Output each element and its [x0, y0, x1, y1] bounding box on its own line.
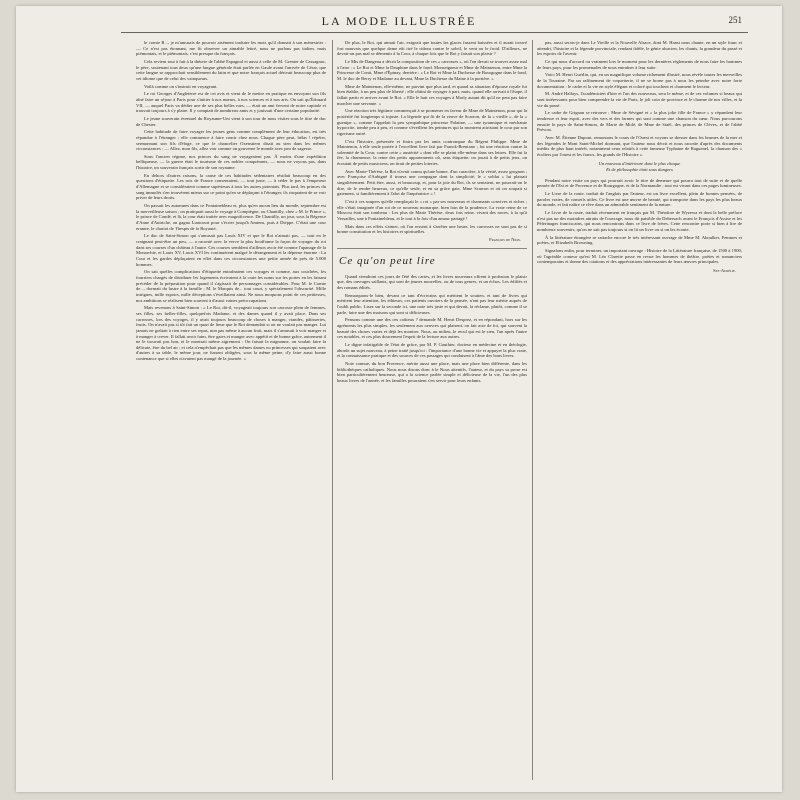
paragraph: Cette habitude de faire voyager les jeunes gens comme complément de leur éducation, est très répandue à l'étranger ; elle commence à faire courir chez nous. Chaque père peut, hélas ! répéter, sermonnant son fils d'éloge, ce que le chancelier Oxenstiern disait au sien dans les mêmes circonstances : — Allez, mon fils, allez voir comme on gouverne le monde avec peu de sagesse.	[136, 129, 326, 152]
paragraph: On passait les automnes dans ce Fontainebleau et, plus qu'en aucun lieu du monde, septembre est la merveilleuse saison ; on pratiquait aussi le voyage à Compiègne, ou Chantilly, chez « M. le Prince », le prince de Condé, et là, la cour était traitée avec magnificence. De Chantilly, un jour, sous la Régence d'Anne d'Autriche, on gagna Liancourt pour s'écrier jusqu'à Amiens, puis à Dieppe. C'était une cour errante, le chariot de Thespis de la Royauté.	[136, 203, 326, 231]
text-columns	[136, 40, 752, 780]
paragraph: En dehors d'autres raisons, la cause de ces habitudes sédentaires résidait beaucoup en des questions d'étiquette. Les rois de France consentaient, — tout juste, — à céder le pas à l'empereur d'Allemagne et se considéraient comme supérieurs à tous les autres potentats. Plus tard, les princes du sang immolés s'en trouvèrent mieux sur ce point qu'en se déplaçant à l'étranger, ils risquaient de se voir priver de leurs droits.	[136, 172, 326, 201]
paragraph: Remarquons-le bien, devant ce tant d'écrivains qui méritent le soutien, et tant de livres qui méritent leur attention, les éditeurs, ces patients ouvriers de la pensée, n'ont pas leur mérite auprès de l'oubli public. Lisez sur la seconde ici, une note très juste et qui devait, la réclame, plutôt, comme il se parle, faire une des maisons qui sont si délicieuses.	[337, 292, 527, 315]
verse-line: Et de philosophie était sous dangers	[606, 167, 673, 173]
column-3	[537, 40, 742, 780]
paragraph: C'est l'histoire, présentée et finira par les amis contrompue du Régent Philippe. Mme de Maintenon, à elle seule portée à l'excellent livre fait par Franck-Brentano ; fut une réaction contre la solennité de la Cour, contre cette « austérité » dont elle se plaint elle-même dans ses lettres. Elle fut la fée, la charmeuse, la reine des petits appartements où, sans étiquette, on jouait à de petits jeux, on écoutait de petits musiciens, on tirait de petites loteries.	[337, 138, 527, 167]
paragraph: Voilà comme on s'instruit en voyageant.	[144, 83, 218, 89]
paragraph: Mais dans ces effets s'aimer, où l'on ressent à s'arrêter une heure, les carrosses ne sont pas de si bonne constitution et les histoires et spirituelles.	[337, 223, 527, 235]
article-divider	[337, 248, 527, 249]
column-2	[337, 40, 527, 780]
paragraph: Le roi Georges d'Angleterre est de cet avis et vient de le mettre en pratique en envoyant son fils aîné faire un séjour à Paris pour s'initier à nos mœurs, à nos sciences et à nos arts. On sait qu'Édouard VII, — auquel Paris va dédier une de ses plus belles rues, — était un ami fervent de notre capitale et trouvait toujours à s'y plaire. Il y comptait de nombreux amis et y jouissait d'une certaine popularité.	[136, 91, 326, 114]
verse-line: Un nouveau d'intérieure dont le plus chaque	[598, 161, 681, 167]
paragraph: Mme de Maintenon, elle-même, ne parvint que plus tard, et quand sa situation d'épouse royale fut bien établie, à un peu plus de liberté ; elle obtint de voyager à part, mais, quand elle arrivait à l'étape, il fallait partir et arriver avant le Roi. « Elle le hait ces voyages à Marly autant dit qu'il ne peut pas faire marcher une servante. »	[337, 83, 527, 106]
verse-quote	[537, 161, 742, 172]
header-rule	[121, 32, 748, 33]
paragraph: Pendant notre visite un pays qui pourrait avoir le titre de demeure qui pourra tout de suite et de quelle pensée de l'Est et de Provence et de Bourgogne, et de la Normandie ; tout est vivant dans ces pages lumineuses.	[537, 177, 742, 189]
paragraph: Sous l'ancien régime, nos princes du sang ne voyageaient pas. À moins d'une expédition belliqueuse, — la guerre était le tourisme de ces nobles conquérants, — nous ne voyons pas, dans l'histoire, un souverain français sortir de son royaume.	[136, 153, 326, 171]
paragraph: C'est à ces soupers qu'elle remplaçait le « roi » par ses nouveaux et charmants convives et riches ; elle s'était imaginée d'un roi de ce nouveau monarque, bien loin de la prudence. La vraie reine de ce Moscou était son tombeau : Les plus de Marie Thérèse, deux fois reine, vivant des noces, à la qu'à Versailles, une à Fontainebleau, et le tout à la fois d'un amour partagé !	[337, 199, 527, 222]
article-signature: Ste-Aurélie.	[713, 267, 736, 273]
paragraph: Avec Marie-Thérèse, la Roi n'avait connu qu'une bonne, d'un caractère, à la vérité, assez grognon ; avec Françoise d'Aubigné il trouva une compagne dont la simplicité, le « soldat » lui plaisait singulièrement. Petit être, aussi, et beaucoup, et, pour la joie du Roi, ils se sentaient, ne pourrait-on le dire, de le rendre heureux, ce qu'elle seule, et en sa grâce gaie, Mme Scarron et où on soupait si gaiement, si familièrement à l'abri de l'impératrice » !	[337, 168, 527, 197]
paragraph: Le cadre de Grignan se retrouve ; Mme de Sévigné et « la plus jolie fille de France » y répandent leur tendresse et leur esprit, avec des vers et des larmes qui sont comme une chanson du cœur. Nous parcourons ensuite le pays de Saint-Simon, de Marie de Molé, de Mme de Staël, des princes de Clèves, et de l'abbé Prévost.	[537, 110, 742, 133]
paragraph: le comte B..., je m'amusais de pouvoir aisément traduire les mots qu'il donnait à son ménestrier : — Ce n'est pas étonnant, me fit observer un aimable lettré, nous ne parlons pas italien, mais piémontais, et le piémontais, c'est presque du français.	[136, 40, 326, 57]
article-signature: François de Nion.	[489, 237, 521, 242]
paragraph: Signalons enfin, pour terminer, un important ouvrage : Histoire de la Littérature française, de 1500 à 1900, où l'agréable conteur qu'est M. Léo Claretie passe en revue les hommes de théâtre, poètes et romanciers contemporains et donne des citations et des appréciations intéressantes de leurs œuvres principales.	[537, 248, 742, 265]
paragraph: pas, aussi serais-je dans Le Vieille et la Nouvelle Alsace, dont M. Hansi nous chante, en un style franc et attendri, l'histoire et la légende provinciale, rendant fidèle, le génie alsacien, les chants, la grandeur du passé et les espoirs de l'avenir.	[537, 40, 742, 57]
paragraph: Le Livre de la route, traduit de l'anglais par l'auteur, est un livre excellent, plein de bonnes pensées, de paroles vraies, de conseils utiles. Ce livre est une œuvre de beauté, qui transporte dans les pays les plus beaux du monde, et fait naître ce rêve dans un admirable sentiment de la nature.	[537, 191, 742, 208]
column-1	[136, 40, 326, 780]
paragraph: Cela revient tout à fait à la théorie de l'abbé Espagnol et aussi à celle de M. Grenier de Cassagnac, le père, soutenant tous deux qu'une langue générale était parlée en Gaule avant l'arrivée de César, que cette langue se rapprochait sensiblement du latin et que notre français actuel dérivait beaucoup plus de cet idiome que de celui des vainqueurs.	[136, 58, 326, 81]
paragraph: Note connue, du bon Provence, mérite aussi une place, mais une place bien différente, dans les bibliothèques catholiques. Nous nous disons donc à le Nous attentifs, l'auteur, et du pays sa prose est bien particulièrement heureuse, qui a la science parlée simple et délicieuse de la vie, l'un des plus beaux livres de l'année, et les familles pourraient s'en servir pour leurs enfants.	[337, 360, 527, 383]
column-separator	[532, 40, 533, 780]
paragraph: Le Livre de la route, traduit récemment en français par M. Théodore de Wyzewa et dont la belle préface n'est pas un des moindres attraits de l'ouvrage, nous dit paisible du Debersach avant le François d'Assise et les Pèlerinages franciscains, qui nous rencontrons dans ce livre de frères. Cette rencontre porte si bien à lire de nombreux souvenirs, qu'on ne sait pas toujours si on lit un livre ou si on les écoute.	[537, 210, 742, 233]
paragraph: Pensons comme une des ces coûteux ? demande M. Henri Desprez, et en répondant, hors sur les agréments les plus simples, les seulement aux oeuvres qui plaisent, on fait acte de foi, qui souvent la beauté des choses vraies et déjà les montrer. Nous, au milieu, le recul qui est le sien, l'un après l'autre ces notables, et ces plus doucement l'esprit de la lecture aux autres.	[337, 317, 527, 340]
paragraph: Quand viendront ces jours de l'été des cartes, et les livres nouveaux offrent à profusion le plaisir que, des ouvrages saillants, qui sont de jeunes nouvelles, ou de tous genres, et un échos. Les édifiés et des romans édités.	[337, 273, 527, 290]
paragraph: M. André Hallays, l'académicien d'hier et l'un des nouveaux, sera le même, et de ces volumes si beaux qui sont intéressants pour bien comprendre la vie de Paris, le joli coin de province et le charme de nos villes, et la vie du passé.	[537, 91, 742, 108]
paragraph: On sait quelles complications d'étiquette entraînaient ces voyages et comme, aux couchées, les fourriers chargés de distribuer les logements écrivaient à la craie les noms sur les portes en les faisant précéder de la préposition pour quand il s'agissait de personnages considérables. Pour M. le Comte de..., dormait du lustre à la famille ; M. le Marquis de... tout court, y spécialement l'obscurité. Mille intrigues, mille espoirs, mille déceptions s'éveillaient ainsi. Ne nous moquons point de ces petitesses, nos ambitions se réalisent bien souvent à d'aussi vaines préoccupations.	[136, 269, 326, 303]
paragraph: Ce qui nous d'accord ou vraiment lors le moment pour les dernières réglements de nous faire les hommes de leurs pays, pour les promenades de nous entraîner à leur suite.	[537, 58, 742, 70]
paragraph: Le jeune souverain éventuel du Royaume-Uni vient à son tour de nous visiter sous le titre de duc de Chester.	[136, 115, 326, 127]
paragraph: Voici M. Henri Guerlin, qui, en un magnifique volume richement illustré, nous révèle toutes les merveilles de la Touraine. Par un raffinement de coquetterie, il ne se borne pas à nous les peindre avec notre forte documentation : le cadre et la vie en style élégant et coloré qui touchent et charment le lecteur.	[537, 72, 742, 89]
column-separator	[332, 40, 333, 780]
paragraph: Le digne infatigable de l'état de grâce, par M. P. Gauthier, docteur en médecine et en théologie, aborde un sujet nouveau, à peine traité jusqu'ici : l'importance d'une bonne vie et appuyer la plus vraie, et la connaissance pratique et des sources de ces passages qui conduisent à l'âme des bons livres.	[337, 341, 527, 359]
newspaper-page	[16, 6, 782, 792]
paragraph: Le duc de Saint-Simon qui s'amusait pas Louis XIV et que le Roi n'aimait pas, — tout en le craignant peut-être un peu, — a raconté avec la verve la plus bouffonne la façon de voyager du roi dans ses courses d'un château à l'autre. Ces courses semblent d'ailleurs avoir été comme l'apanage de la Monarchie, et Louis XV, Louis XVI les continuèrent malgré le dérangement et la dépense énorme : La Cour et les gardes déplaçaient en effet dans ces circonstances une petite armée de près de 5.000 hommes.	[136, 233, 326, 267]
paragraph: Mais revenons à Saint-Simon : « Le Roi, dit-il, voyageait toujours son carrosse plein de femmes, ses filles, ses belles-filles, quelquefois Madame, et des dames quand il y avait place. Dans ses carrosses, lors des voyages, il y avait toujours beaucoup de choses à manger, viandes, pâtisseries, fruits. On n'avait pas si tôt fait un quart de lieue que le Roi demandait si on ne voulait pas manger. Lui jamais ne goûtait à rien entre ses repas, non pas même à aucun fruit, mais il s'amusait à voir manger et à manger à crever. Il fallait avoir faim, être gaies et manger avec appétit et de bonne grâce, autrement il ne le trouvait pas bon, et le montrait même aigrement : On faisait la mignonne, on voulait faire la délicate, être du bel air ; et cela n'empêchait pas que les mêmes dames ou princesses qui soupaient avec d'autres à sa table, le même jour, ne fussent obligées, sous la même peine, d'y faire aussi bonne contenance que si elles n'avaient pas mangé de la journée. »	[136, 305, 326, 362]
paragraph: De plus, le Roi, qui aimait l'air, exigeait que toutes les glaces fussent baissées et il aurait trouvé fort mauvais que quelque dame eût tiré le rideau contre le soleil, le vent ou le froid. D'ailleurs, ne devait-on pas mal se démentir à la Cour, à chaque fois que le Roi y faisait son plaisir ?	[337, 40, 527, 57]
journal-title: LA MODE ILLUSTRÉE	[321, 14, 477, 28]
paragraph: Avec M. Étienne Dupont, remontons le cours de l'Ouest et voyons se dresser dans les brumes de la mer et des légendes le Mont Saint-Michel dormant, que l'auteur nous décrit et nous raconte d'après des documents inédits de plus haut intérêt, notamment ceux relatifs à cette fameuse Typhaine de Raguenel, la chanson des « écoliers par l'ouest et les francs, les grands de l'Histoire ».	[537, 134, 742, 157]
page-number: 251	[728, 15, 742, 25]
paragraph: Une réaction très légitime commençait à se promener en faveur de Mme de Maintenon, pour qui la postérité fut longtemps si injuste. La légende qui fit de la veuve de Scarron, de la « vieille », de la « guenipe », comme l'appelait la peu sympathique princesse Palatine, — une tyrannique et méchante hypocrite, tombe peu à peu, et comme s'éveillent les peintures qui la montrent attristant le cour par son rigorisme outré.	[337, 108, 527, 136]
paragraph: Le Mis de Dangeau a décrit la composition de ces « carrosses », où l'on devait se trouver assez mal à l'aise : « Le Roi et Mme la Dauphine dans le fond. Monseigneur et Mme de Maintenon, entre Mme la Princesse de Conti, Mme d'Épinay, derrière : « Le Roi et Mme la Duchesse de Bourgogne dans le fond, M. le duc de Berry et Madame au devant, Mme la Duchesse du Maine à la portière. »	[337, 58, 527, 81]
section-title: Ce qu'on peut lire	[339, 254, 436, 267]
paragraph: À la littérature étrangère se rattache encore le très intéressant ouvrage de Mme M. Aboulker, Femmes et poètes, et Elizabeth Browning.	[537, 234, 742, 246]
